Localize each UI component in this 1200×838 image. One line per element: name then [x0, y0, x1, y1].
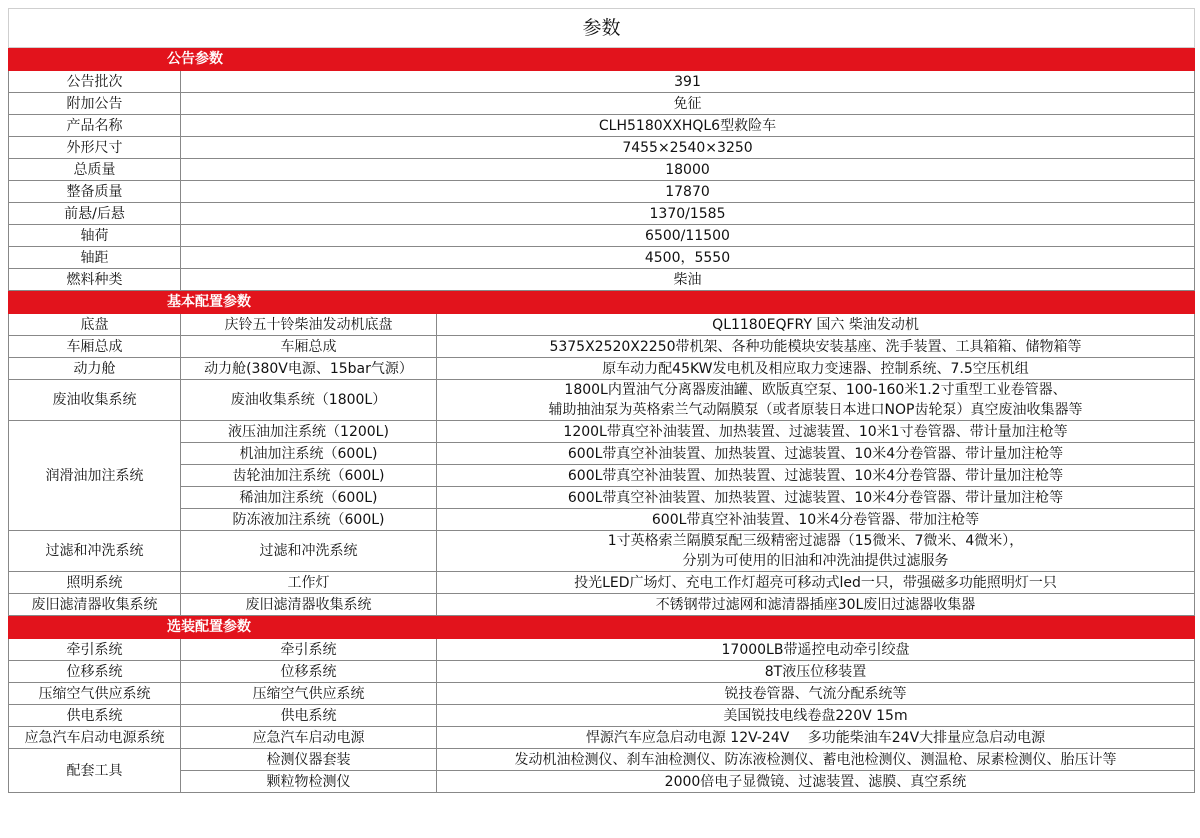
row-label: 底盘 [9, 314, 181, 336]
table-row [9, 247, 1195, 269]
row-label: 照明系统 [9, 572, 181, 594]
table-row [9, 314, 1195, 336]
row-value: 锐技卷管器、气流分配系统等 [437, 683, 1195, 705]
section-title: 选装配置参数 [9, 616, 1195, 639]
page-title: 参数 [9, 9, 1195, 48]
value-line: 分别为可使用的旧油和冲洗油提供过滤服务 [682, 553, 949, 569]
row-label: 产品名称 [9, 115, 181, 137]
value-line: 辅助抽油泵为英格索兰气动隔膜泵（或者原装日本进口NOP齿轮泵）真空废油收集器等 [548, 402, 1083, 418]
row-value: 600L带真空补油装置、加热装置、过滤装置、10米4分卷管器、带计量加注枪等 [437, 465, 1195, 487]
table-row [9, 572, 1195, 594]
table-row [9, 93, 1195, 115]
row-label: 轴距 [9, 247, 181, 269]
table-row [9, 487, 1195, 509]
row-item: 机油加注系统（600L) [181, 443, 437, 465]
table-row [9, 683, 1195, 705]
row-label: 牵引系统 [9, 639, 181, 661]
row-label: 应急汽车启动电源系统 [9, 727, 181, 749]
row-item: 稀油加注系统（600L) [181, 487, 437, 509]
table-row [9, 380, 1195, 421]
table-row [9, 465, 1195, 487]
row-label: 附加公告 [9, 93, 181, 115]
row-label: 供电系统 [9, 705, 181, 727]
row-value: 18000 [181, 159, 1195, 181]
section-title: 基本配置参数 [9, 291, 1195, 314]
section-header-basic [9, 291, 1195, 314]
title-row [9, 9, 1195, 48]
row-label: 配套工具 [9, 749, 181, 793]
row-value [437, 531, 1195, 572]
table-row [9, 639, 1195, 661]
row-value: 5375X2520X2250带机架、各种功能模块安装基座、洗手装置、工具箱箱、储物箱等 [437, 336, 1195, 358]
row-label: 轴荷 [9, 225, 181, 247]
row-item: 压缩空气供应系统 [181, 683, 437, 705]
row-value: 美国锐技电线卷盘220V 15m [437, 705, 1195, 727]
spec-table [8, 8, 1195, 793]
row-value: 发动机油检测仪、刹车油检测仪、防冻液检测仪、蓄电池检测仪、测温枪、尿素检测仪、胎压计等 [437, 749, 1195, 771]
row-value: 1370/1585 [181, 203, 1195, 225]
row-item: 颗粒物检测仪 [181, 771, 437, 793]
row-label: 车厢总成 [9, 336, 181, 358]
row-item: 液压油加注系统（1200L) [181, 421, 437, 443]
table-row [9, 421, 1195, 443]
row-value: 8T液压位移装置 [437, 661, 1195, 683]
row-value: 悍源汽车应急启动电源 12V-24V 多功能柴油车24V大排量应急启动电源 [437, 727, 1195, 749]
row-item: 车厢总成 [181, 336, 437, 358]
section-header-optional [9, 616, 1195, 639]
table-row [9, 137, 1195, 159]
row-item: 废油收集系统（1800L） [181, 380, 437, 421]
row-label: 公告批次 [9, 71, 181, 93]
table-row [9, 115, 1195, 137]
row-value: 17000LB带遥控电动牵引绞盘 [437, 639, 1195, 661]
table-row [9, 159, 1195, 181]
row-value: 原车动力配45KW发电机及相应取力变速器、控制系统、7.5空压机组 [437, 358, 1195, 380]
row-value: 600L带真空补油装置、加热装置、过滤装置、10米4分卷管器、带计量加注枪等 [437, 443, 1195, 465]
table-row [9, 594, 1195, 616]
row-value: 4500，5550 [181, 247, 1195, 269]
value-line: 1800L内置油气分离器废油罐、欧版真空泵、100-160米1.2寸重型工业卷管器、 [564, 382, 1067, 398]
table-row [9, 358, 1195, 380]
row-label: 动力舱 [9, 358, 181, 380]
table-row [9, 749, 1195, 771]
row-value: 391 [181, 71, 1195, 93]
row-item: 齿轮油加注系统（600L) [181, 465, 437, 487]
section-header-announcement [9, 48, 1195, 71]
table-row [9, 771, 1195, 793]
row-value: 600L带真空补油装置、加热装置、过滤装置、10米4分卷管器、带计量加注枪等 [437, 487, 1195, 509]
row-value: 柴油 [181, 269, 1195, 291]
row-label: 燃料种类 [9, 269, 181, 291]
table-row [9, 225, 1195, 247]
row-value: 1200L带真空补油装置、加热装置、过滤装置、10米1寸卷管器、带计量加注枪等 [437, 421, 1195, 443]
row-item: 动力舱(380V电源、15bar气源） [181, 358, 437, 380]
table-row [9, 705, 1195, 727]
row-value: 6500/11500 [181, 225, 1195, 247]
row-item: 庆铃五十铃柴油发动机底盘 [181, 314, 437, 336]
row-value: CLH5180XXHQL6型救险车 [181, 115, 1195, 137]
row-label: 废旧滤清器收集系统 [9, 594, 181, 616]
row-value: 17870 [181, 181, 1195, 203]
table-row [9, 71, 1195, 93]
row-label: 外形尺寸 [9, 137, 181, 159]
row-item: 检测仪器套装 [181, 749, 437, 771]
row-item: 应急汽车启动电源 [181, 727, 437, 749]
row-item: 供电系统 [181, 705, 437, 727]
table-row [9, 509, 1195, 531]
row-label: 过滤和冲洗系统 [9, 531, 181, 572]
row-label: 总质量 [9, 159, 181, 181]
row-value: 2000倍电子显微镜、过滤装置、滤膜、真空系统 [437, 771, 1195, 793]
table-row [9, 203, 1195, 225]
row-item: 牵引系统 [181, 639, 437, 661]
table-row [9, 727, 1195, 749]
row-value: 7455×2540×3250 [181, 137, 1195, 159]
row-value: QL1180EQFRY 国六 柴油发动机 [437, 314, 1195, 336]
table-row [9, 181, 1195, 203]
row-label: 压缩空气供应系统 [9, 683, 181, 705]
row-item: 工作灯 [181, 572, 437, 594]
row-value: 投光LED广场灯、充电工作灯超亮可移动式led一只，带强磁多功能照明灯一只 [437, 572, 1195, 594]
section-title: 公告参数 [9, 48, 1195, 71]
value-line: 1寸英格索兰隔膜泵配三级精密过滤器（15微米、7微米、4微米）， [607, 533, 1024, 549]
row-value: 免征 [181, 93, 1195, 115]
row-label: 废油收集系统 [9, 380, 181, 421]
row-value: 不锈钢带过滤网和滤清器插座30L废旧过滤器收集器 [437, 594, 1195, 616]
table-row [9, 531, 1195, 572]
table-row [9, 269, 1195, 291]
table-row [9, 336, 1195, 358]
row-label: 位移系统 [9, 661, 181, 683]
row-value: 600L带真空补油装置、10米4分卷管器、带加注枪等 [437, 509, 1195, 531]
row-item: 防冻液加注系统（600L) [181, 509, 437, 531]
row-item: 过滤和冲洗系统 [181, 531, 437, 572]
row-label: 前悬/后悬 [9, 203, 181, 225]
row-item: 废旧滤清器收集系统 [181, 594, 437, 616]
row-label: 整备质量 [9, 181, 181, 203]
table-row [9, 443, 1195, 465]
row-value [437, 380, 1195, 421]
table-row [9, 661, 1195, 683]
row-item: 位移系统 [181, 661, 437, 683]
row-label: 润滑油加注系统 [9, 421, 181, 531]
